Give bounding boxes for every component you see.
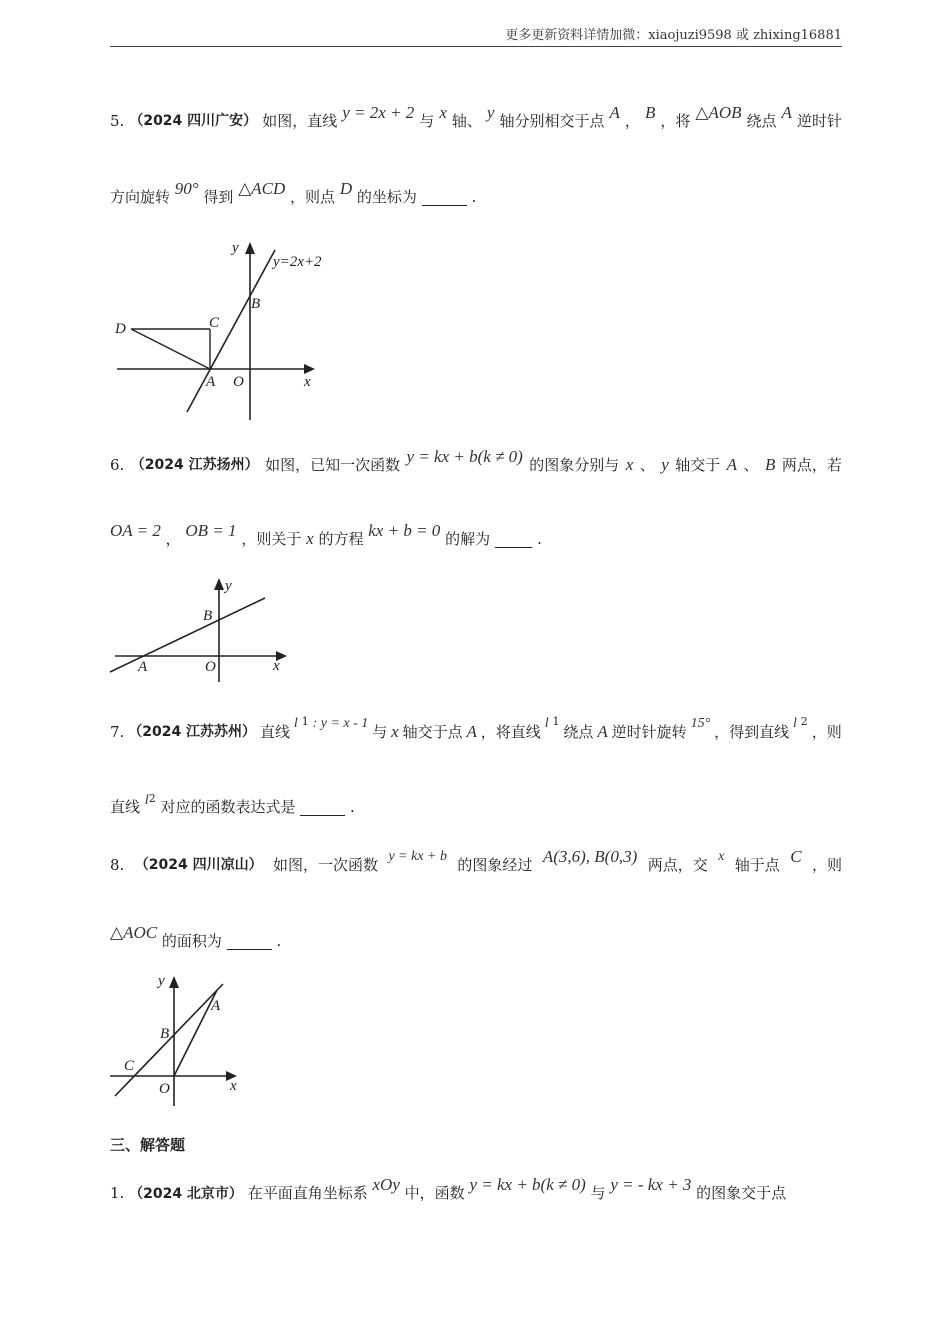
q8-figure: [105, 968, 255, 1108]
q7-number: 7.: [110, 723, 125, 741]
q6-line2: OA = 2 ， OB = 1 ，则关于 x 的方程 kx + b = 0 的解为 _____ .: [110, 521, 542, 548]
svg-text:y: y: [158, 973, 165, 989]
q8-line1: 8. （2024 四川凉山） 如图，一次函数 y = kx + b 的图象经过 A(3,6), B(0,3) 两点，交 x 轴于点 C ，则: [110, 850, 842, 880]
s1-line1: 1. （2024 北京市） 在平面直角坐标系 xOy 中，函数 y = kx + b(k ≠ 0) 与 y = - kx + 3 的图象交于点: [110, 1175, 787, 1202]
q6-equation: y = kx + b(k ≠ 0): [406, 447, 523, 466]
fig5-segment-da: [131, 329, 210, 369]
q5-line2: 方向旋转 90° 得到 △ACD ，则点 D 的坐标为 ______ .: [110, 179, 477, 206]
q6-line1: 6. （2024 江苏扬州） 如图，已知一次函数 y = kx + b(k ≠ 0) 的图象分别与 x 、 y 轴交于 A 、 B 两点，若: [110, 450, 842, 480]
q8-source: （2024 四川凉山）: [134, 857, 263, 873]
svg-text:O: O: [233, 374, 244, 390]
svg-text:y: y: [225, 578, 232, 594]
q5-figure: [105, 232, 345, 432]
q5-source: （2024 四川广安）: [129, 113, 258, 129]
q6-number: 6.: [110, 456, 125, 474]
svg-text:D: D: [115, 321, 126, 337]
page-header: 更多更新资料详情加微：xiaojuzi9598 或 zhixing16881: [110, 24, 842, 47]
fig5-x-arrow-icon: [304, 364, 315, 374]
fig5-y-arrow-icon: [245, 242, 255, 254]
q6-answer-blank: _____: [494, 530, 533, 548]
svg-text:y: y: [232, 240, 239, 256]
q8-equation: y = kx + b: [388, 849, 447, 864]
svg-text:O: O: [205, 659, 216, 675]
q7-answer-blank: ______: [300, 798, 346, 816]
q8-line2: △AOC 的面积为 ______ .: [110, 923, 282, 950]
q5-triangle: △AOB: [695, 103, 742, 122]
fig6-line: [110, 598, 265, 672]
q7-line2: 直线 $l^2$ 对应的函数表达式是 ______ .: [110, 792, 355, 816]
s1-equation-1: y = kx + b(k ≠ 0): [469, 1175, 586, 1194]
svg-text:A: A: [206, 374, 216, 390]
svg-text:B: B: [160, 1026, 170, 1042]
q6-source: （2024 江苏扬州）: [130, 457, 259, 473]
q7-equation: : y = x - 1: [312, 716, 369, 731]
fig8-y-arrow-icon: [169, 976, 179, 988]
q6-figure: [105, 572, 305, 687]
fig5-line-label: y=2x+2: [273, 254, 322, 270]
svg-text:A: A: [211, 998, 221, 1014]
q7-l1: l: [293, 716, 298, 731]
q5-line1: 5. （2024 四川广安） 如图，直线 y = 2x + 2 与 x 轴、 y 轴分别相交于点 A ， B ，将 △AOB 绕点 A 逆时针: [110, 106, 842, 136]
q7-line1: 7. （2024 江苏苏州） 直线 l 1 : y = x - 1 与 x 轴交于点 A ，将直线 l 1 绕点 A 逆时针旋转 15° ，得到直线 l 2 ，则: [110, 717, 842, 747]
fig6-y-arrow-icon: [214, 578, 224, 590]
fig5-line: [187, 250, 275, 412]
section-title: 三、解答题: [110, 1136, 186, 1154]
s1-source: （2024 北京市）: [129, 1186, 243, 1202]
svg-text:C: C: [124, 1058, 135, 1074]
q8-points: A(3,6), B(0,3): [542, 847, 638, 866]
svg-text:A: A: [138, 659, 148, 675]
svg-text:x: x: [304, 374, 311, 390]
svg-text:B: B: [251, 296, 261, 312]
q8-number: 8.: [110, 856, 125, 874]
svg-text:O: O: [159, 1081, 170, 1097]
svg-text:x: x: [230, 1078, 237, 1094]
q5-equation: y = 2x + 2: [342, 103, 415, 122]
q7-source: （2024 江苏苏州）: [128, 724, 257, 740]
svg-text:x: x: [273, 658, 280, 674]
q8-answer-blank: ______: [226, 932, 272, 950]
s1-number: 1.: [110, 1184, 125, 1202]
svg-text:B: B: [203, 608, 213, 624]
s1-equation-2: y = - kx + 3: [610, 1175, 692, 1194]
q5-answer-blank: ______: [421, 188, 467, 206]
svg-text:C: C: [209, 315, 220, 331]
q5-number: 5.: [110, 112, 125, 130]
